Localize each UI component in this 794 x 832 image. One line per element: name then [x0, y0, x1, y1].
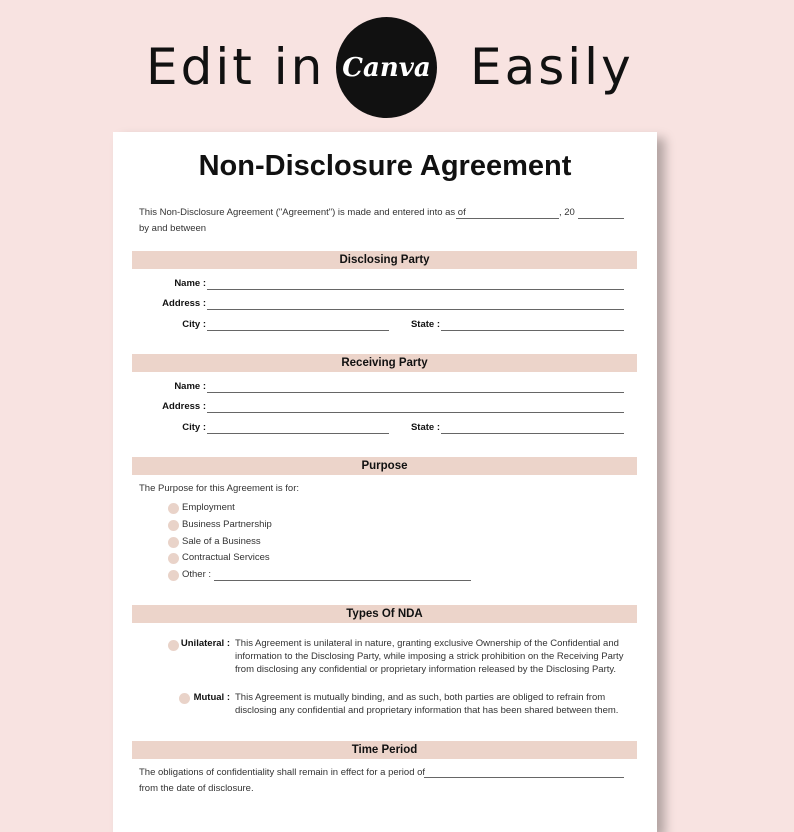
- time-period-heading: Time Period: [132, 741, 637, 759]
- radio-contractual-services[interactable]: [168, 553, 179, 564]
- date-field[interactable]: [456, 218, 559, 219]
- document-page: [113, 132, 657, 832]
- mutual-text: This Agreement is mutually binding, and as such, both parties are obliged to refrain from: [235, 692, 606, 703]
- radio-business-partnership[interactable]: [168, 520, 179, 531]
- option-label: Contractual Services: [182, 552, 270, 563]
- disclosing-state-field[interactable]: [441, 330, 624, 331]
- unilateral-text: information to the Disclosing Party, while imposing a strick prohibition on the Receiving Party: [235, 651, 624, 662]
- banner-left-text: Edit in: [146, 38, 326, 96]
- banner-right-text: Easily: [470, 38, 634, 96]
- intro-year: , 20: [559, 207, 575, 218]
- unilateral-text: This Agreement is unilateral in nature, granting exclusive Ownership of the Confidential and: [235, 638, 619, 649]
- other-purpose-field[interactable]: [214, 580, 471, 581]
- address-label: Address :: [162, 401, 206, 412]
- disclosing-party-heading: Disclosing Party: [132, 251, 637, 269]
- state-label: State :: [410, 422, 440, 433]
- time-period-text-2: from the date of disclosure.: [139, 783, 254, 794]
- state-label: State :: [410, 319, 440, 330]
- radio-sale-of-business[interactable]: [168, 537, 179, 548]
- intro-text: This Non-Disclosure Agreement ("Agreement") is made and entered into as of: [139, 207, 466, 218]
- types-heading: Types Of NDA: [132, 605, 637, 623]
- receiving-state-field[interactable]: [441, 433, 624, 434]
- radio-employment[interactable]: [168, 503, 179, 514]
- option-label: Business Partnership: [182, 519, 272, 530]
- document-title: Non-Disclosure Agreement: [198, 150, 572, 182]
- disclosing-name-field[interactable]: [207, 289, 624, 290]
- receiving-party-heading: Receiving Party: [132, 354, 637, 372]
- option-label: Employment: [182, 502, 235, 513]
- option-label: Sale of a Business: [182, 536, 261, 547]
- disclosing-city-field[interactable]: [207, 330, 389, 331]
- time-period-text: The obligations of confidentiality shall remain in effect for a period of: [139, 767, 426, 778]
- receiving-address-field[interactable]: [207, 412, 624, 413]
- purpose-heading: Purpose: [132, 457, 637, 475]
- intro-text-2: by and between: [139, 223, 207, 234]
- option-label: Other :: [182, 569, 212, 580]
- city-label: City :: [182, 319, 206, 330]
- address-label: Address :: [162, 298, 206, 309]
- city-label: City :: [182, 422, 206, 433]
- name-label: Name :: [174, 381, 206, 392]
- disclosing-address-field[interactable]: [207, 309, 624, 310]
- year-field[interactable]: [578, 218, 624, 219]
- time-period-field[interactable]: [424, 777, 624, 778]
- radio-other[interactable]: [168, 570, 179, 581]
- receiving-city-field[interactable]: [207, 433, 389, 434]
- mutual-label: Mutual :: [193, 692, 230, 703]
- unilateral-text: from disclosing any confidential or proprietary information released by the Disclosing Party.: [235, 664, 617, 675]
- unilateral-label: Unilateral :: [180, 638, 230, 649]
- receiving-name-field[interactable]: [207, 392, 624, 393]
- purpose-intro: The Purpose for this Agreement is for:: [139, 483, 299, 494]
- canva-logo: Canva: [336, 17, 437, 118]
- name-label: Name :: [174, 278, 206, 289]
- mutual-text: disclosing any confidential and proprietary information that has been shared between them.: [235, 705, 619, 716]
